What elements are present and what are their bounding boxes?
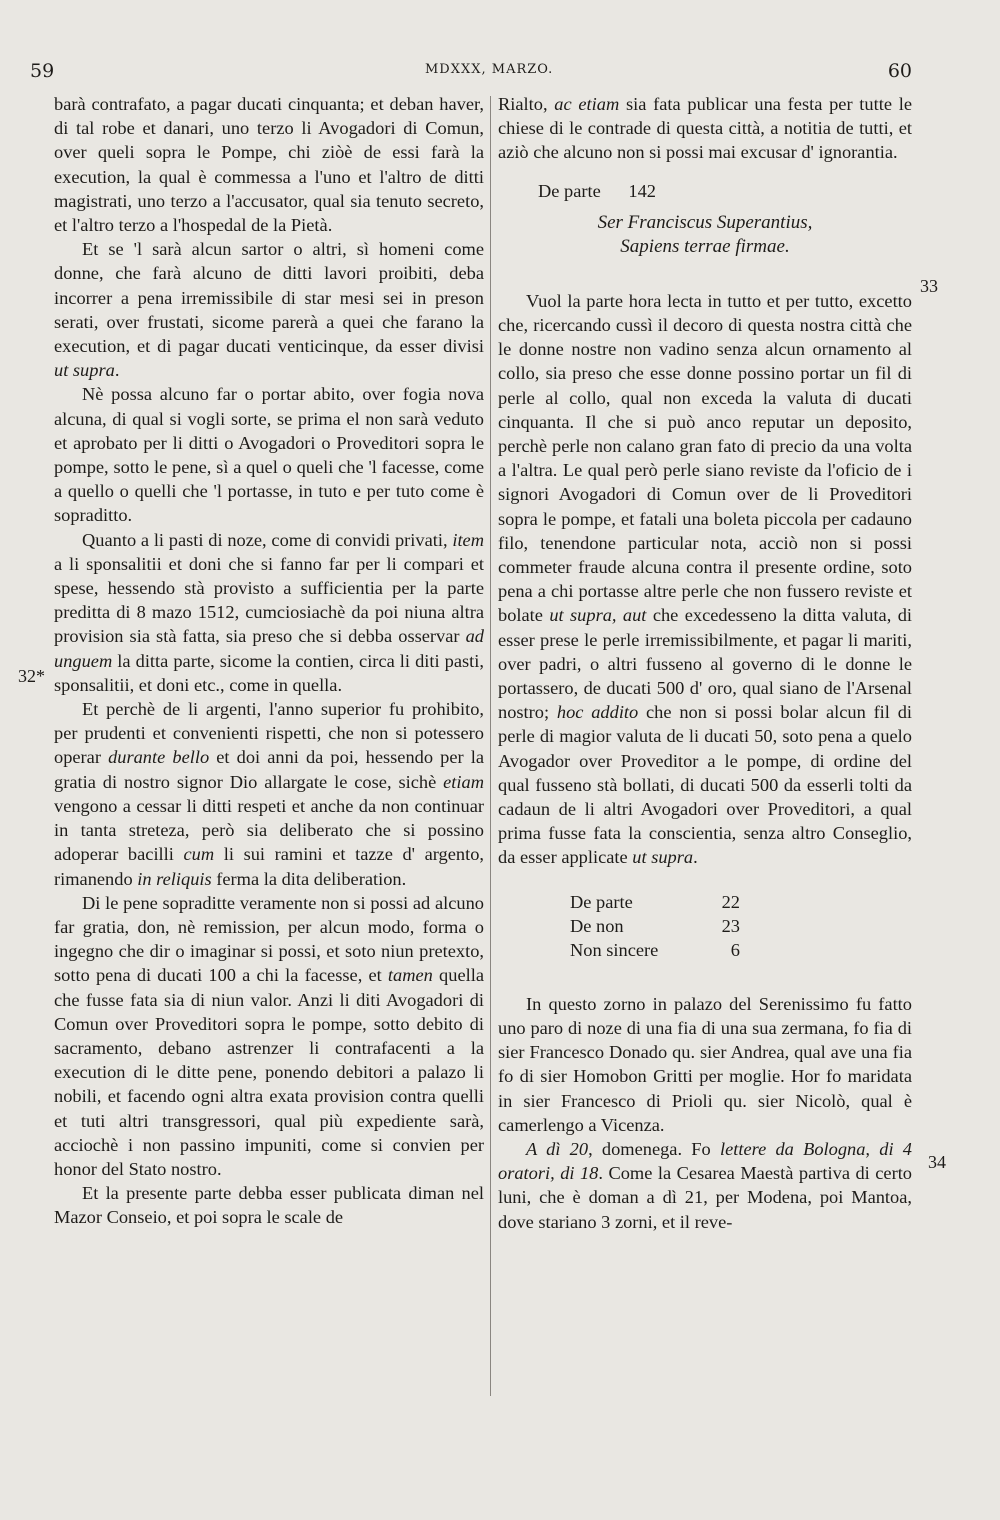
page-number-right: 60	[887, 60, 912, 82]
vote-value: 142	[628, 180, 656, 201]
tally-label: Non sincere	[570, 939, 659, 960]
tally-value: 22	[721, 891, 740, 912]
italic-phrase: ut supra	[632, 847, 694, 868]
margin-note-34: 34	[928, 1152, 946, 1172]
paragraph: Rialto, ac etiam sia fata publicar una festa per tutte le chiese di le contrade di questa città, a notitia de tutti, et aziò che alcuno non si possi mai excusar d' ignorantia.	[498, 94, 912, 163]
paragraph: Nè possa alcuno far o portar abito, over fogia nova alcuna, di qual si vogli sorte, se prima el non sarà veduto et aprobato per li ditti o Avogadori o Proveditori sopra le pompe, sotto le pene, sì a quel o queli che 'l facesse, come a quello o quelli che 'l portasse, in tuto e per tuto come è sopraditto.	[54, 384, 484, 526]
vote-tally	[570, 890, 912, 962]
left-column	[54, 92, 484, 1230]
paragraph: Di le pene sopraditte veramente non si possi ad alcuno far gratia, don, nè remission, per alcun modo, forma o ingegno che dir o imaginar si possi, et soto niun pretexto, sotto pena di ducati 100 a chi la facesse, et tamen quella che fusse fata sia di niun valor. Anzi li diti Avogadori di Comun over Proveditori sopra le pompe, sotto debito di sacramento, debano astrenzer li contrafacenti a la execution di le ditte pene, ponendo debitori a palazo li nobili, et facendo ogni altra exata provision contra quelli et tuti altri transgressori, qual più expediente sarà, acciochè i non passino impuniti, come si convien per honor del Stato nostro.	[54, 892, 484, 1179]
tally-row	[570, 938, 912, 962]
tally-label: De parte	[570, 891, 633, 912]
paragraph: Quanto a li pasti di noze, come di convidi privati, item a li sponsalitii et doni che si fanno far per li compari et spese, hessendo stà provisto a sufficientia per la parte preditta di 8 mazo 1512, cumciosiachè da poi niuna altra provision sia stà fatta, sia preso che si debba osservar ad unguem la ditta parte, sicome la contien, circa li diti pasti, sponsalitii, et doni etc., come in quella.	[54, 529, 484, 695]
italic-phrase: hoc addito	[556, 702, 639, 723]
proposer-title: Sapiens terrae firmae.	[620, 235, 790, 257]
paragraph: Et perchè de li argenti, l'anno superior fu prohibito, per prudenti et convenienti rispetti, che non si potessero operar durante bello et doi anni da poi, hessendo per la gratia di nostro signor Dio allargate le cose, sichè etiam vengono a cessar li ditti respeti et anche da non continuar in tanta streteza, però sia deliberato che si possino adoperar bacilli cum li sui ramini et tazze d' argento, rimanendo in reliquis ferma la dita deliberation.	[54, 699, 484, 889]
italic-phrase: item	[452, 529, 484, 550]
paragraph: barà contrafato, a pagar ducati cinquanta; et deban haver, di tal robe et danari, uno terzo li Avogadori di Comun, over queli sopra le Pompe, chi ziòè de essi farà la execution, la qual è commessa a l'uno et l'altro de ditti magistrati, uno terzo a l'accusator, qual sia tenuto secreto, et l'altro terzo a l'hospedal de la Pietà.	[54, 94, 484, 236]
tally-value: 6	[730, 939, 740, 960]
vote-line	[498, 179, 912, 203]
italic-phrase: ac etiam	[554, 94, 620, 114]
italic-phrase: ad unguem	[54, 626, 484, 671]
italic-phrase: in reliquis	[137, 868, 212, 889]
paragraph: In questo zorno in palazo del Serenissimo fu fatto uno paro di noze di una fia di una sua zermana, fo fia di sier Francesco Donado qu. sier Andrea, qual ave una fia fo di sier Homobon Gritti per moglie. Hor fo maridata in sier Francesco di Prioli qu. sier Nicolò, qual è camerlengo a Vicenza.	[498, 993, 912, 1135]
italic-phrase: etiam	[443, 771, 484, 792]
tally-label: De non	[570, 915, 624, 936]
margin-note-33: 33	[920, 276, 938, 296]
tally-row	[570, 914, 912, 938]
tally-row	[570, 890, 912, 914]
tally-value: 23	[721, 915, 740, 936]
italic-phrase: durante bello	[108, 747, 210, 768]
page-number-left: 59	[30, 60, 55, 82]
running-head	[0, 60, 1000, 88]
paragraph: Et se 'l sarà alcun sartor o altri, sì homeni come donne, che farà alcuno de ditti lavori proibiti, deba incorrer a pena irremissibile di star mesi sei in preson serati, over frustati, sicome parerà a quei che farano la execution, et di pagar ducati venticinque, da esser divisi ut supra.	[54, 239, 484, 381]
italic-phrase: A dì 20	[526, 1138, 589, 1159]
proposer-name: Ser Franciscus Superantius,	[597, 211, 813, 233]
proposer-names	[498, 211, 912, 259]
paragraph: Et la presente parte debba esser publicata diman nel Mazor Conseio, et poi sopra le scale de	[54, 1183, 484, 1228]
running-title: MDXXX, MARZO.	[425, 62, 554, 77]
right-column	[498, 92, 912, 1234]
italic-phrase: ut supra, aut	[549, 605, 647, 626]
vote-label: De parte	[538, 180, 601, 201]
column-divider	[490, 96, 491, 1396]
paragraph: A dì 20, domenega. Fo lettere da Bologna, di 4 oratori, di 18. Come la Cesarea Maestà partiva di certo luni, che è doman a dì 21, per Modena, poi Mantoa, dove stariano 3 zorni, et il reve-	[498, 1138, 913, 1232]
italic-phrase: lettere da Bologna, di 4 oratori, di 18	[498, 1138, 912, 1184]
italic-phrase: ut supra	[54, 360, 115, 381]
italic-phrase: cum	[183, 844, 215, 865]
paragraph: Vuol la parte hora lecta in tutto et per tutto, excetto che, ricercando cussì il decoro di questa nostra città che le donne nostre non vadino senza alcun ornamento al collo, sia preso che esse donne possino portar un fil di perle al collo, qual non exceda la valuta di ducati cinquanta. Il che si può anco reputar un deposito, perchè perle non calano gran fato di precio da una volta a l'altra. Le qual però perle siano reviste da l'oficio de i signori Avogadori di Comun over de li Proveditori sopra le pompe, et fatali una boleta piccola per cadauno filo, tenendone particular nota, acciò non si possi commeter fraude alcuna contra il presente ordine, soto pena a chi portasse altre perle che non fussero reviste et bolate ut supra, aut che excedesseno la ditta valuta, di esser prese le perle irremissibilmente, et pagar li mariti, over padri, o altri fusseno al governo di le donne le portassero, de ducati 500 d' oro, qual siano de l'Arsenal nostro; hoc addito che non si possi bolar alcun fil di perle di magior valuta de li ducati 50, soto pena a quelo Avogador over Proveditor a le pompe, di ordine del qual fusseno stà bollati, di ducati 500 da esserli tolti da cadaun de li altri Avogadori over Proveditori, a qual prima fusse fata la conscientia, senza altro Conseglio, da esser applicate ut supra.	[498, 290, 913, 868]
margin-note-32: 32*	[18, 666, 45, 686]
italic-phrase: tamen	[387, 965, 433, 986]
